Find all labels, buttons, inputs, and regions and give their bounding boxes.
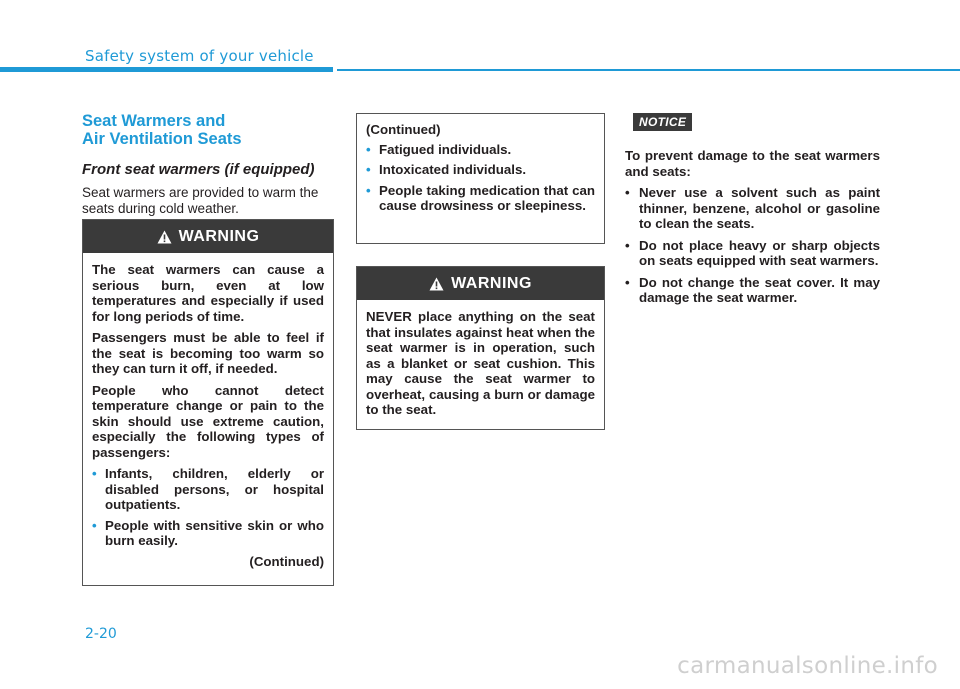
warning-continued-box	[356, 113, 605, 244]
list-item: • People with sensitive skin or who burn easily.	[92, 517, 324, 548]
bullet-icon: •	[625, 237, 630, 253]
warning-label: WARNING	[178, 227, 260, 245]
warning-box-insulation	[356, 266, 605, 430]
bullet-icon: •	[625, 185, 630, 200]
warning-continued-body	[357, 114, 604, 227]
section-title-line2: Air Ventilation Seats	[82, 130, 242, 148]
bullet-icon: •	[366, 141, 371, 157]
column-left	[82, 112, 334, 216]
intro-paragraph: Seat warmers are provided to warm the seats during cold weather.	[82, 185, 319, 216]
list-item: • Infants, children, elderly or disabled persons, or hospital outpatients.	[92, 466, 324, 512]
warning-label: WARNING	[451, 274, 532, 292]
header-rule-thick	[0, 67, 333, 72]
warning-triangle-icon	[429, 277, 444, 291]
warning-body	[83, 253, 333, 583]
notice-bullet-list	[625, 185, 880, 306]
warning-paragraph: NEVER place anything on the seat that insulates against heat when the seat warmer is in operation, such as a blanket or seat cushion. This may cause the seat warmer to overheat, causing a burn or damage to the seat.	[366, 309, 595, 417]
list-item: • Fatigued individuals.	[366, 141, 512, 157]
list-item: • Do not change the seat cover. It may damage the seat warmer.	[625, 274, 880, 305]
bullet-icon: •	[92, 466, 97, 481]
list-item: • People taking medication that can cause drowsiness or sleepiness.	[366, 182, 595, 213]
continued-label: (Continued)	[249, 553, 324, 569]
notice-intro: To prevent damage to the seat warmers and seats:	[625, 148, 880, 179]
watermark: carmanualsonline.info	[677, 653, 938, 679]
chapter-title: Safety system of your vehicle	[85, 47, 314, 65]
bullet-icon: •	[366, 162, 371, 177]
continued-label: (Continued)	[366, 122, 441, 137]
warning-paragraph: The seat warmers can cause a serious burn, even at low temperatures and especially if used for long periods of time.	[92, 262, 324, 324]
page-number: 2-20	[85, 626, 117, 642]
list-item: • Intoxicated individuals.	[366, 162, 527, 177]
section-title-line1: Seat Warmers and	[82, 112, 226, 130]
warning-box-seat-warmers	[82, 219, 334, 586]
list-item: • Do not place heavy or sharp objects on seats equipped with seat warmers.	[625, 237, 880, 268]
warning-header	[83, 220, 333, 253]
warning-triangle-icon	[157, 230, 172, 244]
bullet-icon: •	[366, 182, 371, 198]
warning-paragraph: Passengers must be able to feel if the seat is becoming too warm so they can turn it off, if needed.	[92, 330, 324, 376]
warning-body	[357, 300, 604, 432]
warning-bullet-list	[92, 466, 324, 549]
subsection-title: Front seat warmers (if equipped)	[82, 161, 315, 178]
list-item: • Never use a solvent such as paint thinner, benzene, alcohol or gasoline to clean the seats.	[625, 185, 880, 231]
warning-header	[357, 267, 604, 300]
notice-badge: NOTICE	[633, 113, 692, 131]
warning-paragraph: People who cannot detect temperature change or pain to the skin should use extreme caution, especially the following types of passengers:	[92, 382, 324, 460]
header-rule-thin	[337, 69, 960, 71]
bullet-icon: •	[92, 517, 97, 533]
continued-bullet-list	[366, 142, 595, 214]
bullet-icon: •	[625, 274, 630, 290]
section-title	[82, 112, 334, 148]
column-right	[625, 113, 880, 312]
